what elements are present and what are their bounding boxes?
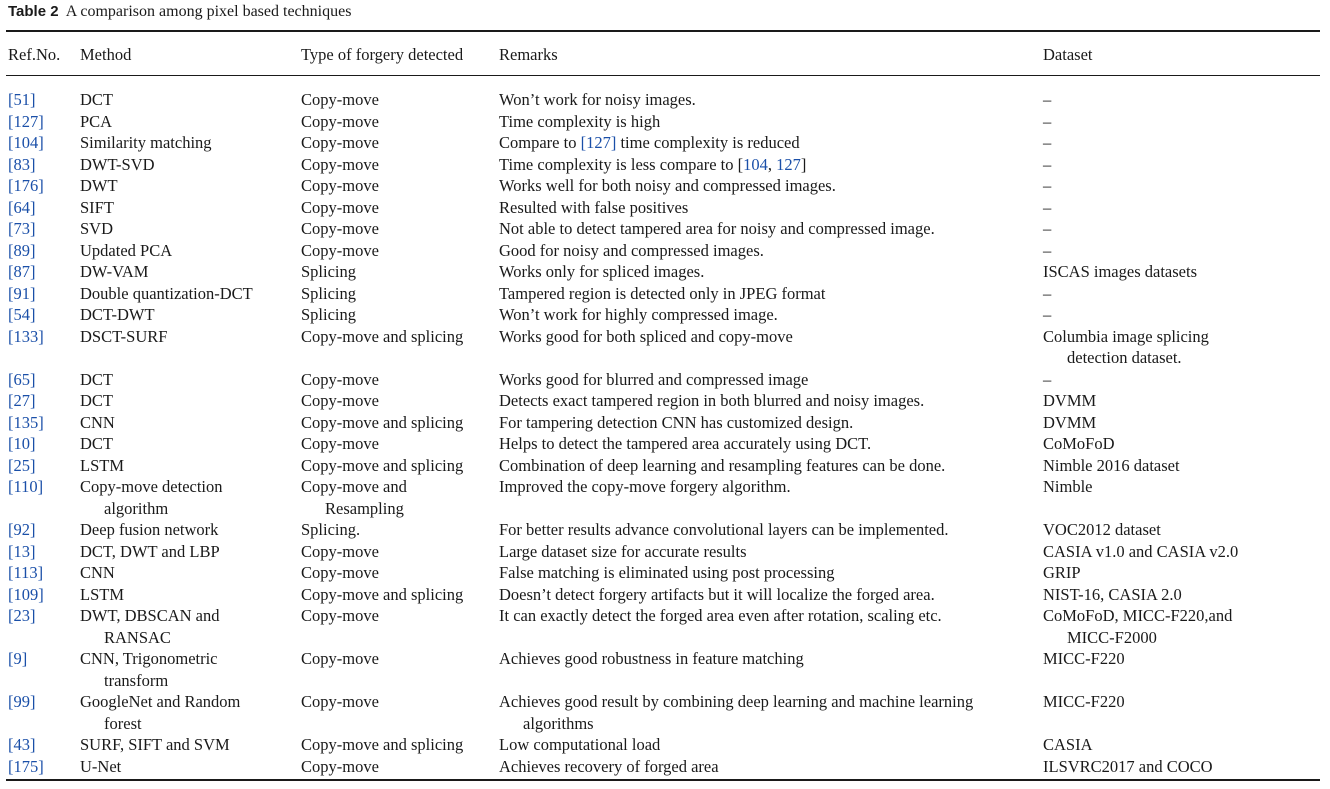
dataset-cell: Nimble [1043, 477, 1093, 496]
remarks-cell: Achieves good result by combining deep learning and machine learning algorithms [499, 692, 974, 733]
ref-link[interactable]: [91] [8, 283, 36, 303]
table-row [0, 261, 1330, 283]
forgery-type-cell: Copy-move [301, 133, 379, 152]
header-ref: Ref.No. [8, 45, 61, 64]
forgery-type-cell: Copy-move [301, 369, 379, 389]
method-cell: DCT [80, 391, 113, 410]
ref-link[interactable]: [43] [8, 735, 36, 754]
method-cell: GoogleNet and Random forest [80, 692, 241, 733]
dataset-cell: – [1043, 176, 1052, 195]
method-cell: SURF, SIFT and SVM [80, 735, 230, 754]
table-row [0, 132, 1330, 154]
table-row [0, 175, 1330, 197]
remarks-cell: Improved the copy-move forgery algorithm. [499, 477, 791, 496]
method-cell: DCT [80, 434, 113, 453]
remarks-cell: Works well for both noisy and compressed images. [499, 176, 836, 195]
method-cell: LSTM [80, 455, 125, 475]
ref-link[interactable]: [54] [8, 305, 36, 324]
table-row [0, 519, 1330, 541]
remarks-cell: Achieves good robustness in feature matching [499, 649, 804, 668]
table-row [0, 541, 1330, 563]
ref-link[interactable]: [64] [8, 197, 36, 217]
remarks-cell: Compare to [127] time complexity is reduced [499, 133, 800, 152]
remarks-cell: Detects exact tampered region in both blurred and noisy images. [499, 391, 925, 410]
remarks-cell: Low computational load [499, 735, 661, 754]
remarks-cell: It can exactly detect the forged area even after rotation, scaling etc. [499, 606, 942, 625]
table-row [0, 240, 1330, 262]
forgery-type-cell: Copy-move and splicing [301, 326, 464, 346]
table-row [0, 283, 1330, 305]
remarks-cell: Tampered region is detected only in JPEG format [499, 283, 826, 303]
table-row [0, 154, 1330, 176]
table-row [0, 756, 1330, 778]
dataset-cell: – [1043, 133, 1052, 152]
table-row [0, 412, 1330, 434]
table-row [0, 218, 1330, 240]
ref-link[interactable]: [9] [8, 649, 28, 668]
table-row [0, 584, 1330, 606]
table-caption-label: Table 2 [8, 3, 59, 20]
remarks-cell: Doesn’t detect forgery artifacts but it will localize the forged area. [499, 584, 935, 604]
method-cell: DCT, DWT and LBP [80, 541, 220, 561]
table-row [0, 197, 1330, 219]
bottom-rule [6, 779, 1320, 781]
method-cell: Double quantization-DCT [80, 283, 253, 303]
method-cell: U-Net [80, 756, 122, 776]
dataset-cell: – [1043, 90, 1052, 109]
table-row [0, 476, 1330, 519]
forgery-type-cell: Splicing. [301, 520, 361, 539]
dataset-cell: – [1043, 154, 1052, 174]
forgery-type-cell: Copy-move [301, 111, 379, 131]
ref-link[interactable]: [89] [8, 240, 36, 260]
ref-link[interactable]: [10] [8, 434, 36, 453]
remarks-cell: For tampering detection CNN has customized design. [499, 412, 854, 432]
dataset-cell: MICC-F220 [1043, 692, 1125, 711]
remarks-cell: Helps to detect the tampered area accurately using DCT. [499, 434, 872, 453]
dataset-cell: Nimble 2016 dataset [1043, 455, 1180, 475]
method-cell: SIFT [80, 197, 114, 217]
method-cell: DWT, DBSCAN and RANSAC [80, 606, 220, 647]
remarks-cell: Time complexity is high [499, 111, 661, 131]
table-row [0, 433, 1330, 455]
citation-link[interactable]: 104 [743, 154, 768, 174]
dataset-cell: CASIA v1.0 and CASIA v2.0 [1043, 541, 1239, 561]
citation-link[interactable]: 127 [776, 154, 801, 174]
table-row [0, 455, 1330, 477]
forgery-type-cell: Copy-move [301, 219, 379, 238]
forgery-type-cell: Copy-move and splicing [301, 735, 464, 754]
forgery-type-cell: Splicing [301, 305, 357, 324]
table-row [0, 304, 1330, 326]
table-caption-text: A comparison among pixel based techniques [65, 3, 352, 20]
table-caption [8, 3, 351, 21]
dataset-cell: NIST-16, CASIA 2.0 [1043, 584, 1182, 604]
ref-link[interactable]: [27] [8, 391, 36, 410]
ref-link[interactable]: [92] [8, 520, 36, 539]
dataset-cell: – [1043, 240, 1052, 260]
ref-link[interactable]: [127] [8, 111, 44, 131]
forgery-type-cell: Copy-move [301, 756, 379, 776]
ref-link[interactable]: [25] [8, 455, 36, 475]
forgery-type-cell: Copy-move and Resampling [301, 477, 407, 518]
forgery-type-cell: Copy-move and splicing [301, 584, 464, 604]
top-rule [6, 30, 1320, 32]
dataset-cell: GRIP [1043, 563, 1081, 582]
ref-link[interactable]: [176] [8, 176, 44, 195]
method-cell: DSCT-SURF [80, 326, 168, 346]
ref-link[interactable]: [133] [8, 326, 44, 346]
citation-link[interactable]: [127] [580, 133, 617, 152]
dataset-cell: DVMM [1043, 391, 1097, 410]
header-type: Type of forgery detected [301, 45, 464, 64]
dataset-cell: – [1043, 219, 1052, 238]
ref-link[interactable]: [135] [8, 412, 44, 432]
remarks-cell: Good for noisy and compressed images. [499, 240, 764, 260]
table-row [0, 326, 1330, 369]
ref-link[interactable]: [73] [8, 219, 36, 238]
ref-link[interactable]: [51] [8, 90, 36, 109]
method-cell: SVD [80, 219, 114, 238]
header-method: Method [80, 45, 132, 64]
method-cell: CNN [80, 412, 115, 432]
remarks-cell: Works good for blurred and compressed image [499, 369, 809, 389]
dataset-cell: CASIA [1043, 735, 1093, 754]
dataset-cell: VOC2012 dataset [1043, 520, 1161, 539]
forgery-type-cell: Copy-move and splicing [301, 455, 464, 475]
ref-link[interactable]: [110] [8, 477, 44, 496]
method-cell: Deep fusion network [80, 520, 219, 539]
forgery-type-cell: Splicing [301, 283, 357, 303]
remarks-cell: Large dataset size for accurate results [499, 541, 747, 561]
ref-link[interactable]: [65] [8, 369, 36, 389]
ref-link[interactable]: [23] [8, 606, 36, 625]
dataset-cell: – [1043, 305, 1052, 324]
ref-link[interactable]: [87] [8, 262, 36, 281]
ref-link[interactable]: [13] [8, 541, 36, 561]
remarks-cell: Time complexity is less compare to [104, 127] [499, 154, 807, 174]
forgery-type-cell: Copy-move [301, 434, 379, 453]
header-dataset: Dataset [1043, 45, 1093, 64]
forgery-type-cell: Copy-move and splicing [301, 412, 464, 432]
table-row [0, 89, 1330, 111]
method-cell: CNN, Trigonometric transform [80, 649, 218, 690]
forgery-type-cell: Copy-move [301, 692, 379, 711]
remarks-cell: Achieves recovery of forged area [499, 756, 719, 776]
dataset-cell: – [1043, 283, 1052, 303]
method-cell: PCA [80, 111, 113, 131]
method-cell: Updated PCA [80, 240, 173, 260]
table-row [0, 390, 1330, 412]
dataset-cell: CoMoFoD, MICC-F220,and MICC-F2000 [1043, 606, 1233, 647]
header-remarks: Remarks [499, 45, 558, 64]
table-row [0, 734, 1330, 756]
remarks-cell: Works good for both spliced and copy-move [499, 326, 793, 346]
dataset-cell: ISCAS images datasets [1043, 262, 1197, 281]
ref-link[interactable]: [83] [8, 154, 36, 174]
forgery-type-cell: Copy-move [301, 176, 379, 195]
dataset-cell: Columbia image splicing detection dataset. [1043, 326, 1209, 367]
ref-link[interactable]: [109] [8, 584, 44, 604]
table-row [0, 605, 1330, 648]
method-cell: CNN [80, 563, 115, 582]
table-row [0, 648, 1330, 691]
table-row [0, 562, 1330, 584]
remarks-cell: Resulted with false positives [499, 197, 689, 217]
method-cell: DCT [80, 369, 113, 389]
table-row [0, 369, 1330, 391]
method-cell: Similarity matching [80, 133, 212, 152]
method-cell: LSTM [80, 584, 125, 604]
method-cell: DW-VAM [80, 262, 149, 281]
remarks-cell: For better results advance convolutional layers can be implemented. [499, 520, 949, 539]
ref-link[interactable]: [104] [8, 133, 44, 152]
dataset-cell: MICC-F220 [1043, 649, 1125, 668]
forgery-type-cell: Copy-move [301, 563, 379, 582]
dataset-cell: – [1043, 197, 1052, 217]
method-cell: DWT [80, 176, 118, 195]
dataset-cell: DVMM [1043, 412, 1097, 432]
forgery-type-cell: Copy-move [301, 541, 379, 561]
dataset-cell: – [1043, 369, 1052, 389]
header-rule [6, 75, 1320, 76]
ref-link[interactable]: [175] [8, 756, 44, 776]
remarks-cell: Not able to detect tampered area for noisy and compressed image. [499, 219, 935, 238]
forgery-type-cell: Copy-move [301, 649, 379, 668]
remarks-cell: Combination of deep learning and resampling features can be done. [499, 455, 946, 475]
remarks-cell: False matching is eliminated using post processing [499, 563, 835, 582]
method-cell: Copy-move detection algorithm [80, 477, 223, 518]
table-row [0, 111, 1330, 133]
method-cell: DCT-DWT [80, 305, 155, 324]
remarks-cell: Won’t work for highly compressed image. [499, 305, 778, 324]
method-cell: DCT [80, 90, 113, 109]
forgery-type-cell: Copy-move [301, 90, 379, 109]
forgery-type-cell: Splicing [301, 262, 357, 281]
forgery-type-cell: Copy-move [301, 606, 379, 625]
dataset-cell: – [1043, 111, 1052, 131]
remarks-cell: Works only for spliced images. [499, 262, 705, 281]
method-cell: DWT-SVD [80, 154, 155, 174]
dataset-cell: CoMoFoD [1043, 434, 1115, 453]
forgery-type-cell: Copy-move [301, 240, 379, 260]
table-row [0, 691, 1330, 734]
ref-link[interactable]: [99] [8, 692, 36, 711]
forgery-type-cell: Copy-move [301, 197, 379, 217]
dataset-cell: ILSVRC2017 and COCO [1043, 756, 1213, 776]
forgery-type-cell: Copy-move [301, 154, 379, 174]
forgery-type-cell: Copy-move [301, 391, 379, 410]
remarks-cell: Won’t work for noisy images. [499, 90, 696, 109]
ref-link[interactable]: [113] [8, 563, 44, 582]
